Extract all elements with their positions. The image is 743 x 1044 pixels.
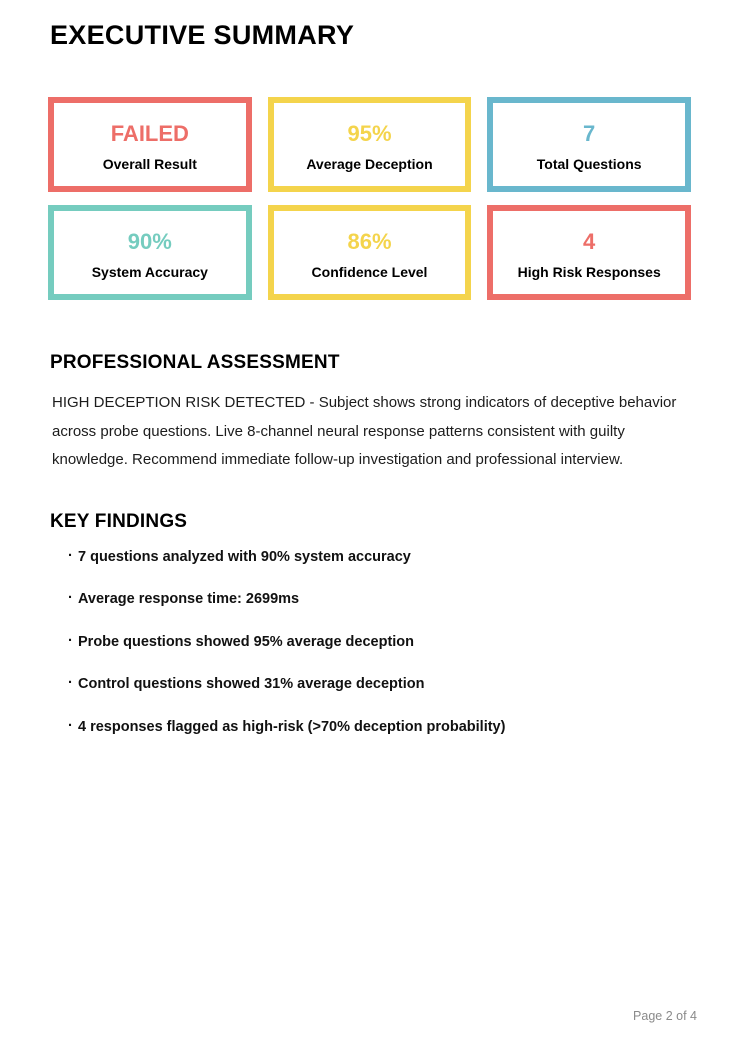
key-finding-item: · Average response time: 2699ms xyxy=(50,592,697,607)
page-number: Page 2 of 4 xyxy=(633,1009,697,1023)
stat-card-overall-result xyxy=(48,97,252,192)
key-findings-section xyxy=(50,511,697,735)
stat-value: 86% xyxy=(347,228,392,254)
stat-card-total-questions xyxy=(487,97,691,192)
key-finding-item: · Probe questions showed 95% average deception xyxy=(50,635,697,650)
key-findings-list xyxy=(50,550,697,735)
stat-card-average-deception xyxy=(268,97,472,192)
stat-label: Confidence Level xyxy=(311,263,428,280)
stat-label: Total Questions xyxy=(536,155,642,172)
key-finding-item: · Control questions showed 31% average deception xyxy=(50,677,697,692)
key-finding-item: · 7 questions analyzed with 90% system accuracy xyxy=(50,550,697,565)
stat-value: 95% xyxy=(347,120,392,146)
stat-value: 7 xyxy=(583,120,596,146)
key-findings-heading: KEY FINDINGS xyxy=(50,510,188,532)
stat-label: Overall Result xyxy=(102,155,197,172)
stat-value: FAILED xyxy=(110,120,189,146)
stat-label: High Risk Responses xyxy=(517,263,661,280)
page-title: EXECUTIVE SUMMARY xyxy=(50,20,355,50)
stat-value: 90% xyxy=(127,228,172,254)
stat-value: 4 xyxy=(583,228,596,254)
professional-assessment-heading: PROFESSIONAL ASSESSMENT xyxy=(50,352,340,373)
stat-card-high-risk-responses xyxy=(487,205,691,300)
stat-card-system-accuracy xyxy=(48,205,252,300)
professional-assessment-section xyxy=(50,352,697,475)
stat-card-grid xyxy=(48,97,691,300)
professional-assessment-body: HIGH DECEPTION RISK DETECTED - Subject shows strong indicators of deceptive behavior across probe questions. Live 8-channel neural response patterns consistent with guilty knowledge. Recommend immediate follow-up investigation and professional interview. xyxy=(52,394,677,468)
stat-label: Average Deception xyxy=(306,155,433,172)
stat-card-confidence-level xyxy=(268,205,472,300)
key-finding-item: · 4 responses flagged as high-risk (>70% deception probability) xyxy=(50,720,697,735)
stat-label: System Accuracy xyxy=(91,263,208,280)
